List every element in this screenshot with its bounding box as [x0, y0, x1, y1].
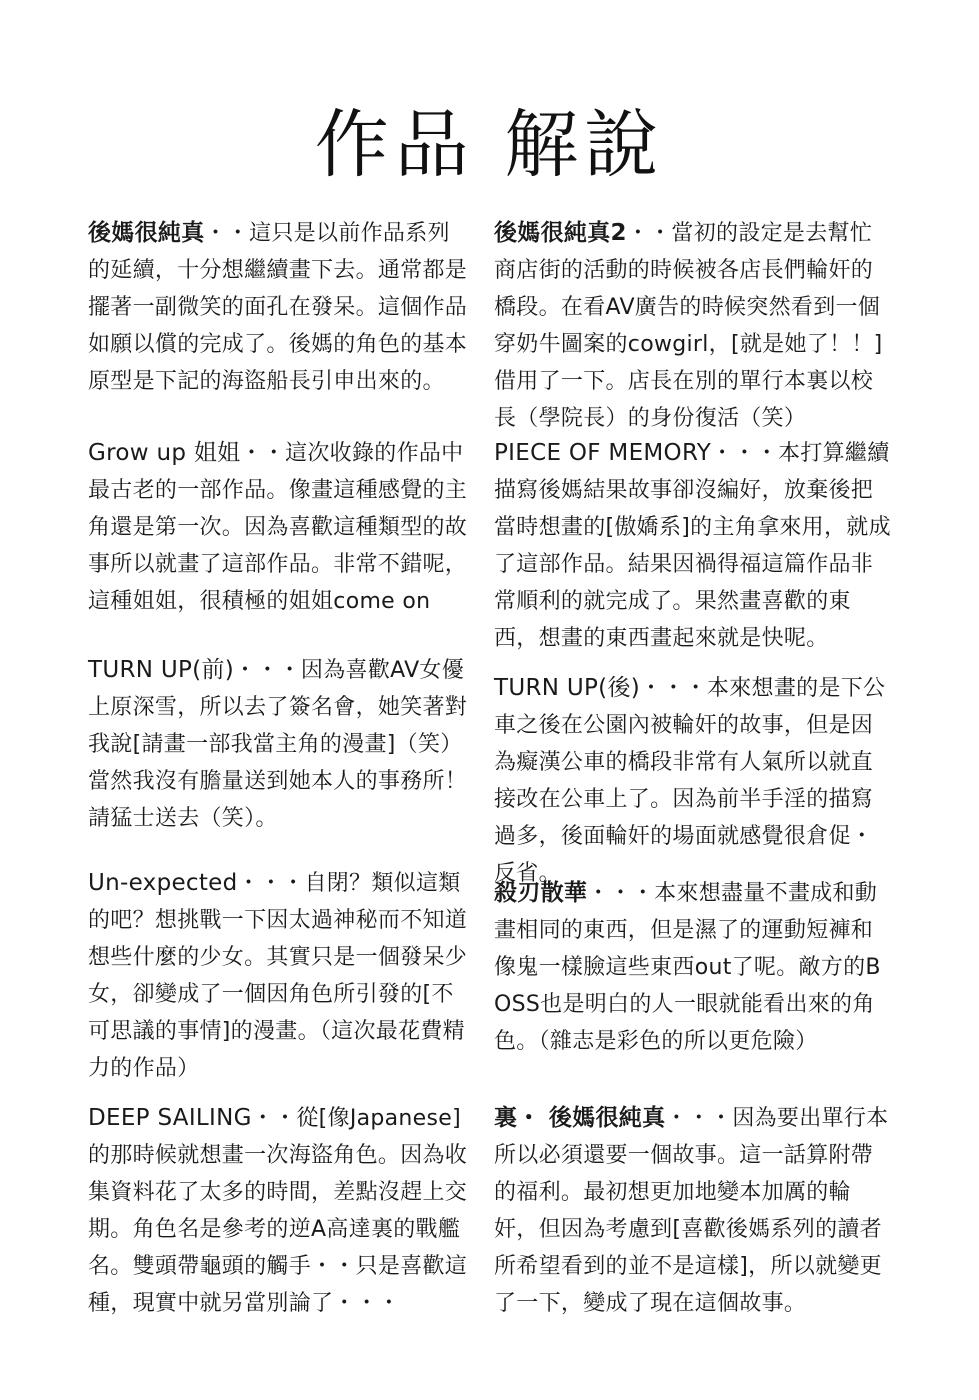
entry-title: TURN UP(前) [88, 657, 235, 683]
entry-ura-gomama [494, 1100, 892, 1322]
entry-text: ・・從[像Japanese]的那時候就想畫一次海盜角色。因為收集資料花了太多的時間，差點沒趕上交期。角色名是參考的逆A高達裏的戰艦名。雙頭帶龜頭的觸手・・只是喜歡這種，現實中就另當別論了・・・ [88, 1106, 468, 1316]
entry-piece-of-memory [494, 435, 892, 657]
page-title: 作品 解說 [314, 102, 665, 188]
entry-title: Un-expected [88, 870, 238, 896]
entry-gomama-2 [494, 215, 892, 437]
entry-title: TURN UP(後) [494, 675, 641, 701]
entry-text: ・・・因為要出單行本所以必須還要一個故事。這一話算附帶的福利。最初想更加地變本加厲的輪奸，但因為考慮到[喜歡後媽系列的讀者所希望看到的並不是這樣]，所以就變更了一下，變成了現在這個故事。 [494, 1106, 889, 1316]
entry-title: 殺刃散華 [494, 880, 588, 906]
entry-turn-up-part1 [88, 652, 468, 837]
entry-turn-up-part2 [494, 670, 892, 892]
entry-un-expected [88, 865, 468, 1087]
entry-text: ・・・本來想盡量不畫成和動畫相同的東西，但是濕了的運動短褲和像鬼一樣臉這些東西out了呢。敵方的BOSS也是明白的人一眼就能看出來的角色。（雜志是彩色的所以更危險） [494, 881, 881, 1054]
entry-deep-sailing [88, 1100, 468, 1322]
entry-text: ・・這次收錄的作品中最古老的一部作品。像畫這種感覺的主角還是第一次。因為喜歡這種類型的故事所以就畫了這部作品。非常不錯呢，這種姐姐，很積極的姐姐come on [88, 441, 468, 614]
entry-title: 後媽很純真 [88, 220, 205, 246]
entry-text: ・・當初的設定是去幫忙商店街的活動的時候被各店長們輪奸的橋段。在看AV廣告的時候突然看到一個穿奶牛圖案的cowgirl，[就是她了！！]借用了一下。店長在別的單行本裏以校長（學院長）的身份復活（笑） [494, 221, 883, 431]
entry-text: ・・・自閉？類似這類的吧？想挑戰一下因太過神秘而不知道想些什麼的少女。其實只是一個發呆少女，卻變成了一個因角色所引發的[不可思議的事情]的漫畫。（這次最花費精力的作品） [88, 871, 468, 1081]
entry-satsujin-sanka [494, 875, 892, 1060]
entry-text: ・・・本來想畫的是下公車之後在公園內被輪奸的故事，但是因為癡漢公車的橋段非常有人氣所以就直接改在公車上了。因為前半手淫的描寫過多，後面輪奸的場面就感覺很倉促・反省。 [494, 676, 886, 886]
entry-title: 後媽很純真2 [494, 220, 627, 246]
entry-title: PIECE OF MEMORY [494, 440, 712, 466]
entry-text: ・・・因為喜歡AV女優上原深雪，所以去了簽名會，她笑著對我說[請畫一部我當主角的漫畫]（笑）當然我沒有膽量送到她本人的事務所！請猛士送去（笑）。 [88, 658, 468, 831]
entry-text: ・・・本打算繼續描寫後媽結果故事卻沒編好，放棄後把當時想畫的[傲嬌系]的主角拿來用，就成了這部作品。結果因禍得福這篇作品非常順利的就完成了。果然畫喜歡的東西，想畫的東西畫起來就是快呢。 [494, 441, 891, 651]
entry-text: ・・這只是以前作品系列的延續，十分想繼續畫下去。通常都是擺著一副微笑的面孔在發呆。這個作品如願以償的完成了。後媽的角色的基本原型是下記的海盜船長引申出來的。 [88, 221, 468, 394]
entry-grow-up [88, 435, 468, 620]
entry-title: 裏・ 後媽很純真 [494, 1105, 666, 1131]
entry-title: DEEP SAILING [88, 1105, 252, 1131]
entry-title: Grow up 姐姐 [88, 440, 241, 466]
entry-gomama [88, 215, 468, 400]
